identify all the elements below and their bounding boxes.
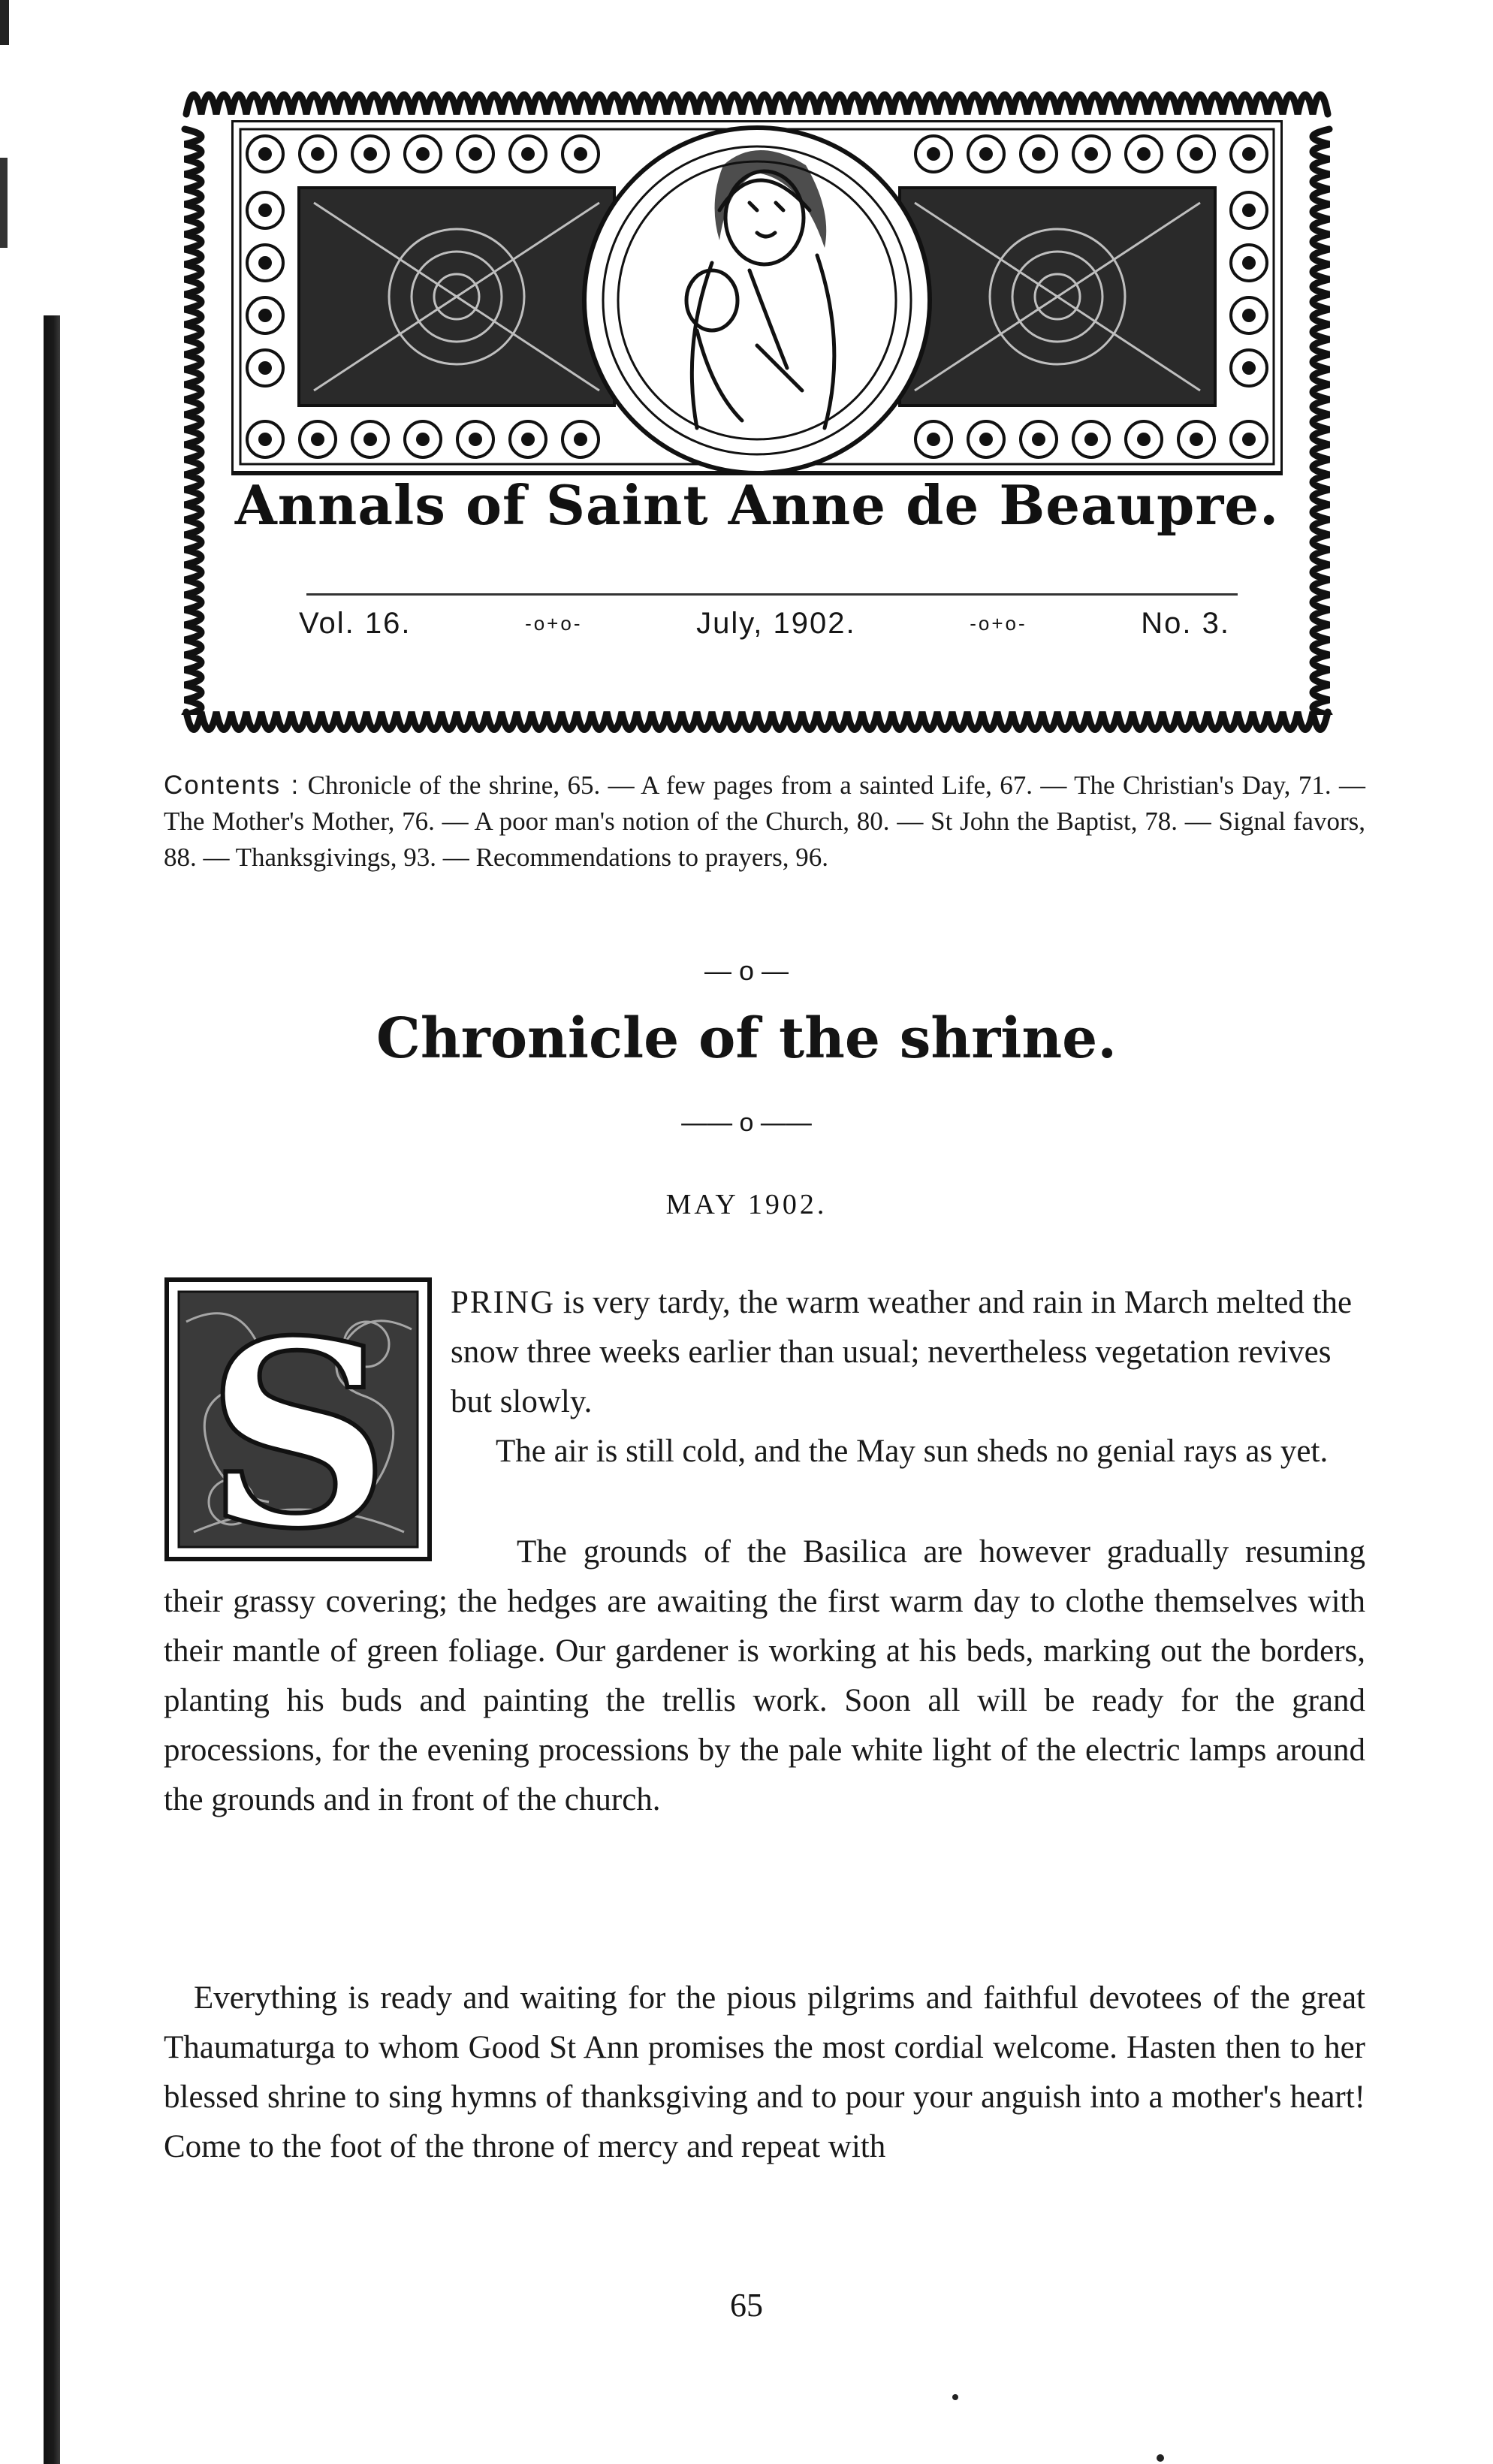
paragraph: Everything is ready and waiting for the pious pilgrims and faithful devotees of the great Thaumaturga to whom Good St Ann promises the most cordial welcome. Hasten then to her blessed shrine to sing hymns of thanksgiving and to pour your anguish into a mother's heart! Come to the foot of the throne of mercy and repeat with: [164, 1980, 1365, 2164]
paragraph-text: The grounds of the Basilica are however gradually resuming their grassy covering; the hedges are awaiting the first warm day to clothe themselves with their mantle of green foliage. Our gardener is working at his beds, marking out the borders, planting his buds and painting the trellis work. Soon all will be ready for the grand processions, for the evening processions by the pale white light of the electric lamps around the grounds and in front of the church.: [164, 1534, 1365, 1817]
publication-title: Annals of Saint Anne de Beaupre.: [234, 473, 1280, 537]
issue-line: [299, 607, 1230, 641]
paragraph-text: is very tardy, the warm weather and rain in March melted the snow three weeks earlier than usual; nevertheless vegetation revives but slowly.: [451, 1285, 1353, 1419]
volume-number: Vol. 16.: [299, 607, 412, 640]
article-heading: Chronicle of the shrine.: [376, 1006, 1117, 1071]
section-separator: — o —: [704, 955, 789, 986]
table-of-contents: [164, 768, 1365, 876]
ornament-border-top: [179, 68, 1335, 122]
issue-number: No. 3.: [1141, 607, 1230, 640]
ornament-border-bottom: [179, 706, 1335, 751]
issue-separator: -o+o-: [525, 612, 583, 635]
title-rule: [306, 593, 1238, 596]
issue-separator: -o+o-: [970, 612, 1027, 635]
drop-cap-letter: S: [206, 1286, 391, 1562]
drop-cap-illustration: [164, 1277, 433, 1562]
masthead: [179, 68, 1335, 743]
contents-label: Contents :: [164, 771, 300, 800]
lead-in: PRING: [451, 1285, 556, 1320]
page-number: 65: [730, 2287, 763, 2324]
paragraph: [451, 1278, 1365, 1427]
scan-speck: [1157, 2454, 1164, 2462]
ornament-border-left: [179, 122, 222, 715]
scan-speck: [952, 2394, 958, 2400]
contents-text: Chronicle of the shrine, 65. — A few pages from a sainted Life, 67. — The Christian's Day, 71. — The Mother's Mother, 76. — A poor man's notion of the Church, 80. — St John the Baptist, 78. — Signal favors, 88. — Thanksgivings, 93. — Recommendations to prayers, 96.: [164, 771, 1365, 872]
issue-date: July, 1902.: [696, 607, 856, 640]
ornament-border-right: [1290, 122, 1335, 715]
paragraph: The air is still cold, and the May sun sheds no genial rays as yet.: [496, 1434, 1329, 1469]
section-separator: —— o ——: [681, 1108, 812, 1137]
scan-edge-mark: [0, 158, 8, 248]
binding-edge: [44, 315, 60, 2464]
ornamental-banner-madonna: [231, 120, 1283, 526]
section-date: MAY 1902.: [665, 1189, 828, 1220]
paragraph: [164, 1528, 1365, 1825]
scan-edge-mark: [0, 0, 9, 45]
